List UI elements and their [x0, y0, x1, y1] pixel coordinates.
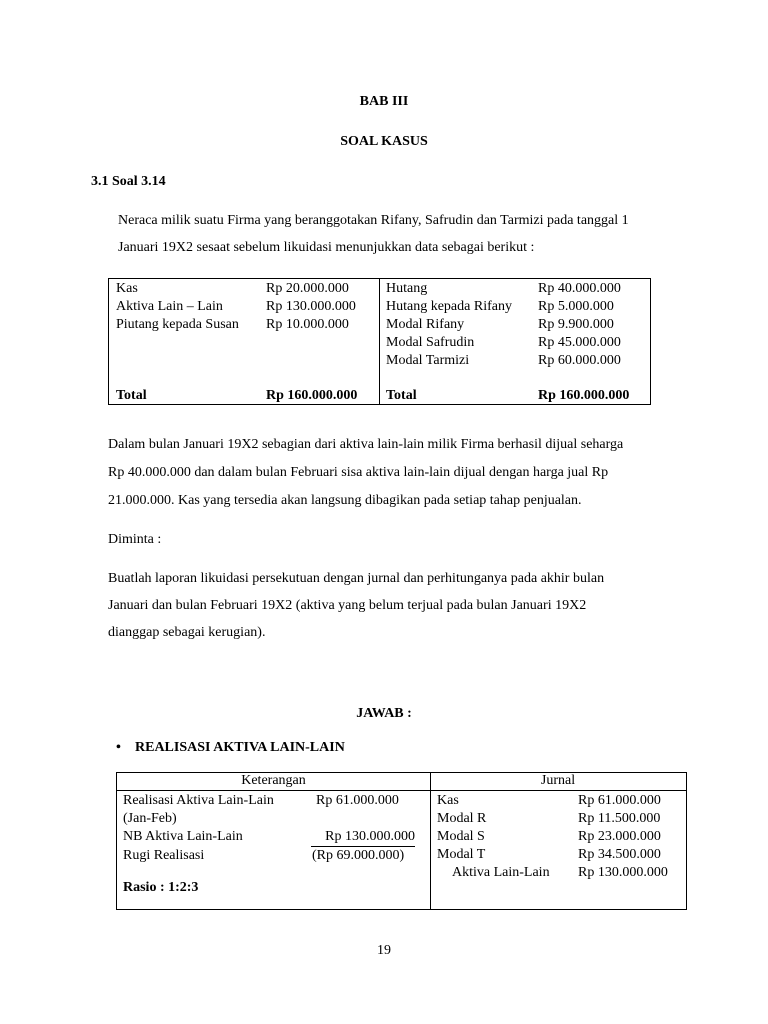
jawab-table-divider: [430, 773, 431, 909]
jurnal-value: Rp 11.500.000: [578, 811, 661, 826]
bs-left-total-label: Total: [116, 388, 147, 403]
ket-label: (Jan-Feb): [123, 811, 177, 826]
bullet-heading: REALISASI AKTIVA LAIN-LAIN: [135, 740, 345, 755]
chapter-title: SOAL KASUS: [340, 134, 428, 149]
jurnal-value: Rp 34.500.000: [578, 847, 661, 862]
balance-sheet-divider: [379, 279, 380, 404]
paragraph3-line-2: Januari dan bulan Februari 19X2 (aktiva yang belum terjual pada bulan Januari 19X2: [108, 598, 587, 613]
bs-right-value: Rp 60.000.000: [538, 353, 621, 368]
ket-label: Realisasi Aktiva Lain-Lain: [123, 793, 274, 808]
ket-label: NB Aktiva Lain-Lain: [123, 829, 243, 844]
balance-sheet-table: [108, 278, 651, 405]
intro-line-1: Neraca milik suatu Firma yang beranggotakan Rifany, Safrudin dan Tarmizi pada tanggal 1: [118, 213, 629, 228]
jurnal-value: Rp 23.000.000: [578, 829, 661, 844]
bs-left-label: Aktiva Lain – Lain: [116, 299, 223, 314]
bs-right-value: Rp 40.000.000: [538, 281, 621, 296]
paragraph2-line-1: Dalam bulan Januari 19X2 sebagian dari aktiva lain-lain milik Firma berhasil dijual seharga: [108, 437, 624, 452]
bs-left-label: Piutang kepada Susan: [116, 317, 239, 332]
bs-right-total-label: Total: [386, 388, 417, 403]
bs-right-value: Rp 45.000.000: [538, 335, 621, 350]
jurnal-value: Rp 61.000.000: [578, 793, 661, 808]
jurnal-label: Aktiva Lain-Lain: [452, 865, 550, 880]
paragraph2-line-2: Rp 40.000.000 dan dalam bulan Februari sisa aktiva lain-lain dijual dengan harga jual Rp: [108, 465, 609, 480]
jurnal-value: Rp 130.000.000: [578, 865, 668, 880]
jurnal-label: Modal T: [437, 847, 486, 862]
bs-right-value: Rp 5.000.000: [538, 299, 614, 314]
bs-right-label: Hutang kepada Rifany: [386, 299, 512, 314]
bs-right-label: Hutang: [386, 281, 428, 296]
diminta-label: Diminta :: [108, 532, 162, 547]
paragraph3-line-1: Buatlah laporan likuidasi persekutuan dengan jurnal dan perhitunganya pada akhir bulan: [108, 571, 605, 586]
intro-line-2: Januari 19X2 sesaat sebelum likuidasi menunjukkan data sebagai berikut :: [118, 240, 535, 255]
paragraph3-line-3: dianggap sebagai kerugian).: [108, 625, 266, 640]
page-number: 19: [377, 943, 391, 958]
ket-value: Rp 130.000.000: [311, 828, 415, 847]
jawab-header-keterangan: Keterangan: [241, 773, 306, 788]
jurnal-label: Modal R: [437, 811, 487, 826]
ket-label: Rugi Realisasi: [123, 848, 205, 863]
bs-right-label: Modal Tarmizi: [386, 353, 470, 368]
bs-left-value: Rp 10.000.000: [266, 317, 349, 332]
section-heading: 3.1 Soal 3.14: [91, 174, 166, 189]
bs-left-label: Kas: [116, 281, 138, 296]
jawab-heading: JAWAB :: [356, 706, 412, 721]
bullet-icon: •: [116, 740, 121, 755]
ket-value: Rp 61.000.000: [316, 793, 399, 808]
rasio-label: Rasio : 1:2:3: [123, 880, 199, 895]
jawab-table: [116, 772, 687, 910]
chapter-heading: BAB III: [359, 94, 409, 109]
ket-value: (Rp 69.000.000): [312, 848, 405, 863]
bs-left-value: Rp 130.000.000: [266, 299, 356, 314]
bs-right-label: Modal Safrudin: [386, 335, 475, 350]
paragraph2-line-3: 21.000.000. Kas yang tersedia akan langsung dibagikan pada setiap tahap penjualan.: [108, 493, 582, 508]
jawab-table-header-rule: [117, 790, 686, 791]
bs-right-total-value: Rp 160.000.000: [538, 388, 630, 403]
bs-right-label: Modal Rifany: [386, 317, 465, 332]
bs-left-total-value: Rp 160.000.000: [266, 388, 358, 403]
bs-left-value: Rp 20.000.000: [266, 281, 349, 296]
bs-right-value: Rp 9.900.000: [538, 317, 614, 332]
jurnal-label: Kas: [437, 793, 459, 808]
jawab-header-jurnal: Jurnal: [540, 773, 576, 788]
jurnal-label: Modal S: [437, 829, 485, 844]
